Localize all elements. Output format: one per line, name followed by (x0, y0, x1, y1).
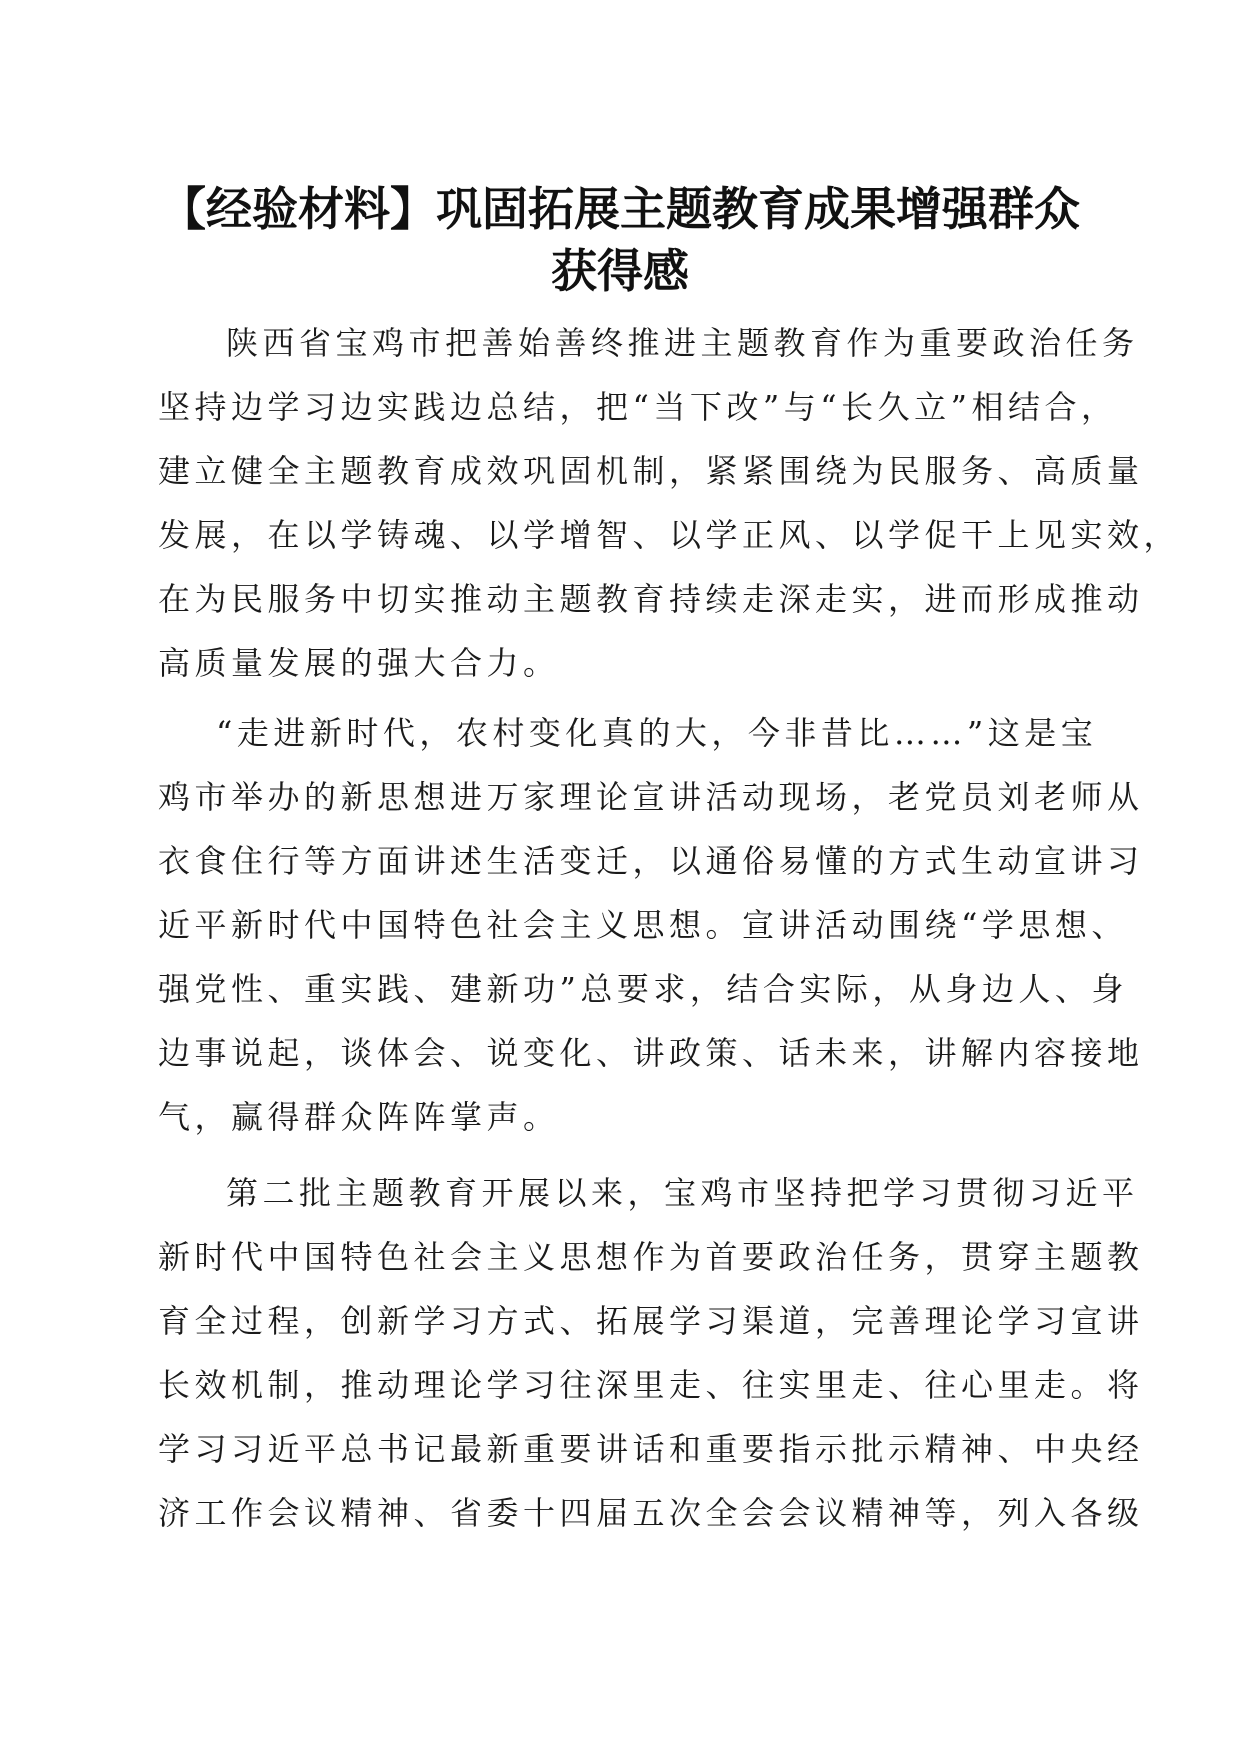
paragraph-2 (158, 701, 1144, 1149)
title-line-1: 【经验材料】巩固拓展主题教育成果增强群众 (160, 182, 1080, 236)
text-line: 强党性、重实践、建新功”总要求，结合实际，从身边人、身 (158, 970, 1128, 1008)
text-line: 新时代中国特色社会主义思想作为首要政治任务，贯穿主题教 (158, 1238, 1144, 1276)
paragraph-3 (158, 1161, 1144, 1545)
title-line-2: 获得感 (551, 244, 689, 298)
text-line: 在为民服务中切实推动主题教育持续走深走实，进而形成推动 (158, 580, 1144, 618)
text-line: 坚持边学习边实践边总结，把“当下改”与“长久立”相结合， (158, 388, 1118, 426)
text-line: 第二批主题教育开展以来，宝鸡市坚持把学习贯彻习近平 (226, 1174, 1139, 1212)
text-line: 衣食住行等方面讲述生活变迁，以通俗易懂的方式生动宣讲习 (158, 842, 1144, 880)
text-line: 边事说起，谈体会、说变化、讲政策、话未来，讲解内容接地 (158, 1034, 1144, 1072)
text-line: 发展，在以学铸魂、以学增智、以学正风、以学促干上见实效， (158, 516, 1181, 554)
paragraph-1 (158, 311, 1181, 695)
text-line: 建立健全主题教育成效巩固机制，紧紧围绕为民服务、高质量 (158, 452, 1144, 490)
text-line: 气，赢得群众阵阵掌声。 (158, 1098, 560, 1136)
text-line: 近平新时代中国特色社会主义思想。宣讲活动围绕“学思想、 (158, 906, 1128, 944)
text-line: 学习习近平总书记最新重要讲话和重要指示批示精神、中央经 (158, 1430, 1144, 1468)
text-line: 济工作会议精神、省委十四届五次全会会议精神等，列入各级 (158, 1494, 1144, 1532)
text-line: “走进新时代，农村变化真的大，今非昔比……”这是宝 (216, 714, 1098, 752)
text-line: 长效机制，推动理论学习往深里走、往实里走、往心里走。将 (158, 1366, 1144, 1404)
text-line: 陕西省宝鸡市把善始善终推进主题教育作为重要政治任务 (226, 324, 1139, 362)
document-title (155, 178, 1085, 302)
text-line: 育全过程，创新学习方式、拓展学习渠道，完善理论学习宣讲 (158, 1302, 1144, 1340)
text-line: 鸡市举办的新思想进万家理论宣讲活动现场，老党员刘老师从 (158, 778, 1144, 816)
text-line: 高质量发展的强大合力。 (158, 644, 560, 682)
